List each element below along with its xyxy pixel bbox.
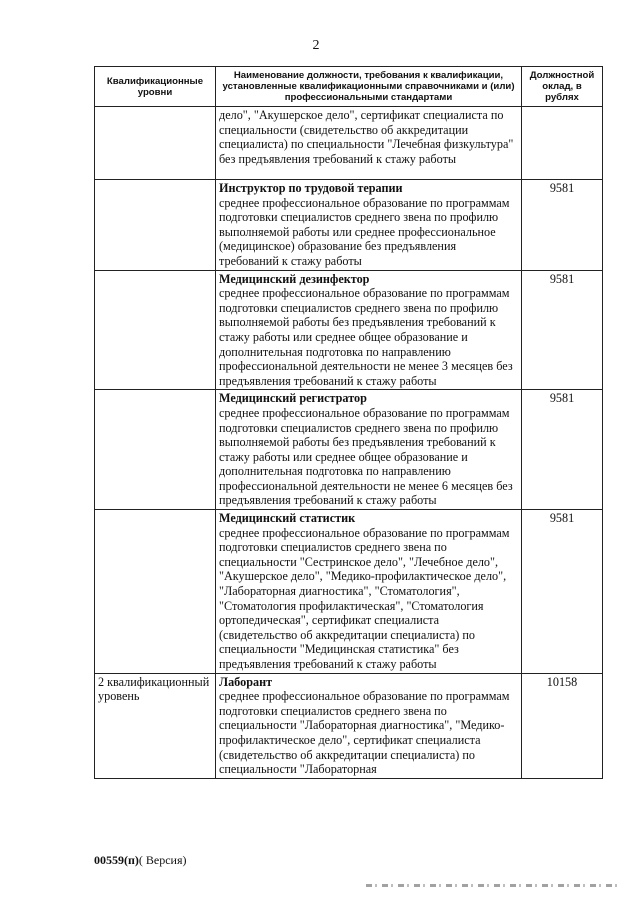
level-cell bbox=[95, 510, 216, 674]
level-cell bbox=[95, 390, 216, 510]
salary-cell: 10158 bbox=[522, 673, 603, 778]
position-cell bbox=[216, 510, 522, 674]
document-code-number: 00559(п) bbox=[94, 853, 139, 867]
position-title: Медицинский регистратор bbox=[219, 391, 367, 406]
position-requirements: дело", "Акушерское дело", сертификат специалиста по специальности (свидетельство об аккредитации специалиста) по специальности "Лечебная физкультура" без предъявления требований к стажу работы bbox=[219, 108, 514, 166]
position-title: Медицинский дезинфектор bbox=[219, 271, 370, 286]
salary-cell: 9581 bbox=[522, 270, 603, 390]
header-position: Наименование должности, требования к квалификации, установленные квалификационными справочниками и (или) профессиональными стандартами bbox=[216, 67, 522, 107]
table-row bbox=[95, 107, 603, 180]
position-cell bbox=[216, 390, 522, 510]
level-cell bbox=[95, 180, 216, 271]
salary-cell bbox=[522, 107, 603, 180]
position-cell bbox=[216, 673, 522, 778]
position-requirements: среднее профессиональное образование по программам подготовки специалистов среднего звена по профилю выполняемой работы без предъявления требований к стажу работы или среднее общее образование и дополнительная подготовка по направлению профессиональной деятельности не менее 3 месяцев без предъявления требований к стажу работы bbox=[219, 286, 513, 388]
table-row bbox=[95, 510, 603, 674]
header-salary: Должностной оклад, в рублях bbox=[522, 67, 603, 107]
position-cell bbox=[216, 270, 522, 390]
position-cell bbox=[216, 107, 522, 180]
level-cell bbox=[95, 107, 216, 180]
position-title: Лаборант bbox=[219, 674, 273, 689]
salary-cell: 9581 bbox=[522, 510, 603, 674]
salary-cell: 9581 bbox=[522, 180, 603, 271]
position-cell bbox=[216, 180, 522, 271]
position-requirements: среднее профессиональное образование по программам подготовки специалистов среднего звена по специальности "Сестринское дело", "Лечебное дело", "Акушерское дело", "Медико-профилактическое дело", "Лабораторная диагностика", "Стоматология", "Стоматология профилактическая", "Стоматология ортопедическая", сертификат специалиста (свидетельство об аккредитации специалиста) по специальности "Медицинская статистика" без предъявления требований к стажу работы bbox=[219, 525, 510, 671]
position-title: Медицинский статистик bbox=[219, 511, 356, 526]
table-row bbox=[95, 270, 603, 390]
scan-artifact bbox=[366, 884, 620, 887]
level-cell bbox=[95, 270, 216, 390]
table-row bbox=[95, 673, 603, 778]
document-version: ( Версия) bbox=[138, 853, 187, 867]
table-row bbox=[95, 390, 603, 510]
position-requirements: среднее профессиональное образование по программам подготовки специалистов среднего звена по профилю выполняемой работы или среднее профессиональное (медицинское) образование без предъявления требований к стажу работы bbox=[219, 195, 510, 268]
salary-cell: 9581 bbox=[522, 390, 603, 510]
document-code bbox=[94, 853, 187, 868]
page-number: 2 bbox=[312, 38, 320, 53]
table-row bbox=[95, 180, 603, 271]
level-cell: 2 квалификационный уровень bbox=[95, 673, 216, 778]
position-requirements: среднее профессиональное образование по программам подготовки специалистов среднего звена по профилю выполняемой работы без предъявления требований к стажу работы или среднее общее образование и дополнительная подготовка по направлению профессиональной деятельности не менее 6 месяцев без предъявления требований к стажу работы bbox=[219, 405, 513, 508]
qualification-table bbox=[94, 66, 603, 779]
header-levels: Квалификационные уровни bbox=[95, 67, 216, 107]
table-header-row bbox=[95, 67, 603, 107]
position-requirements: среднее профессиональное образование по программам подготовки специалистов среднего звена по специальности "Лабораторная диагностика", "Медико-профилактическое дело", сертификат специалиста (свидетельство об аккредитации специалиста) по специальности "Лабораторная bbox=[219, 689, 510, 777]
position-title: Инструктор по трудовой терапии bbox=[219, 181, 403, 195]
